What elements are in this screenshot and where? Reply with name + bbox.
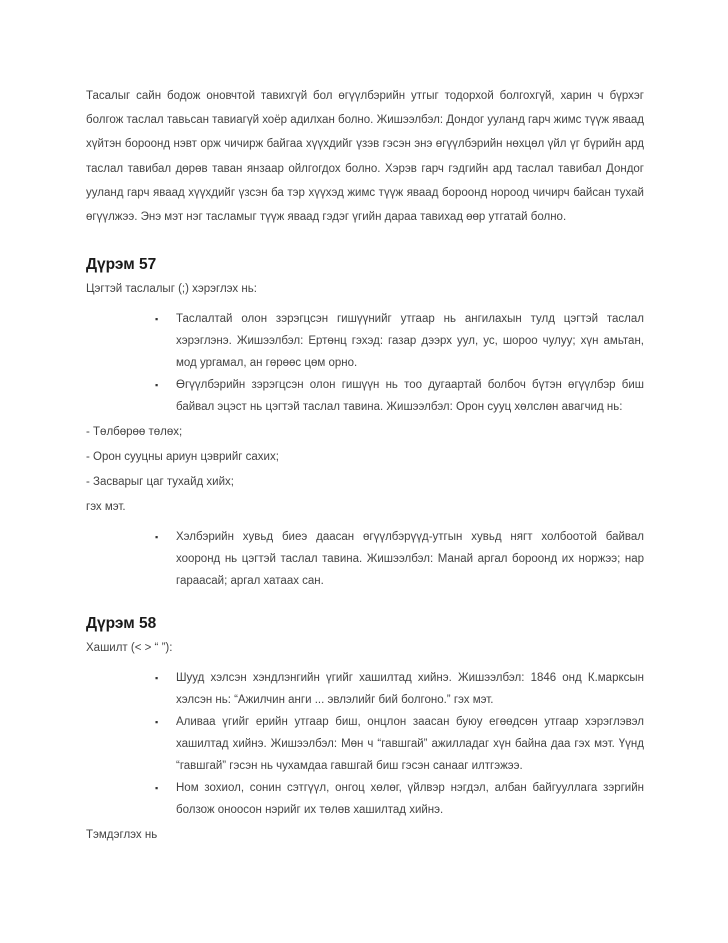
list-item xyxy=(86,667,644,711)
square-bullet-icon: ▪ xyxy=(155,380,159,391)
list-item xyxy=(86,526,644,592)
list-item xyxy=(86,777,644,821)
list-item-text: Шууд хэлсэн хэндлэнгийн үгийг хашилтад хийнэ. Жишээлбэл: 1846 онд К.марксын хэлсэн нь: “Ажилчин анги ... эвлэлийг бий болгоно.” гэх мэт. xyxy=(176,672,644,707)
example-line: - Төлбөрөө төлөх; xyxy=(86,426,183,439)
rule-57-heading: Дүрэм 57 xyxy=(86,256,157,274)
list-item-text: Таслалтай олон зэрэгцсэн гишүүнийг утгаар нь ангилахын тулд цэгтэй таслал хэрэглэнэ. Жишээлбэл: Ертөнц гэхэд: газар дээрх уул, ус, шороо чулуу; хүн амьтан, мод ургамал, ан гөрөөс цөм орно. xyxy=(176,313,644,370)
example-line: - Орон сууцны ариун цэврийг сахих; xyxy=(86,451,279,464)
list-item-text: Ном зохиол, сонин сэтгүүл, онгоц хөлөг, үйлвэр нэгдэл, албан байгууллага зэргийн болзож оноосон нэрийг их төлөв хашилтад хийнэ. xyxy=(176,782,644,817)
rule-58-subtitle: Хашилт (< > “ ”): xyxy=(86,642,173,655)
square-bullet-icon: ▪ xyxy=(155,783,159,794)
rule-58-bullet-list xyxy=(86,667,644,821)
document-body xyxy=(86,84,644,848)
rule-57-bullet-list xyxy=(86,308,644,418)
list-item xyxy=(86,711,644,777)
example-line: - Засварыг цаг тухайд хийх; xyxy=(86,476,234,489)
square-bullet-icon: ▪ xyxy=(155,532,159,543)
rule-57-subtitle: Цэгтэй таслалыг (;) хэрэглэх нь: xyxy=(86,283,257,296)
intro-paragraph: Тасалыг сайн бодож оновчтой тавихгүй бол өгүүлбэрийн утгыг тодорхой болгохгүй, харин ч бүрхэг болгож таслал тавьсан тавиагүй хоёр адилхан болно. Жишээлбэл: Дондог ууланд гарч жимс түүж яваад хүйтэн бороонд нэвт орж чичирж байгаа хүүхдийг үзэв гэсэн энэ өгүүлбэрийн нөхцөл үйл үг бүрийн ард таслал тавибал дөрөв таван янзаар ойлгогдох болно. Хэрэв гарч гэдгийн ард таслал тавибал Дондог ууланд гарч яваад хүүхдийг үзсэн ба тэр хүүхэд жимс түүж яваад бороонд нороод чичирч байсан тухай өгүүлжээ. Энэ мэт нэг тасламыг түүж яваад гэдэг үгийн дараа тавихад өөр утгатай болно. xyxy=(86,90,644,224)
square-bullet-icon: ▪ xyxy=(155,314,159,325)
square-bullet-icon: ▪ xyxy=(155,717,159,728)
example-line: гэх мэт. xyxy=(86,501,126,514)
trailing-note: Тэмдэглэх нь xyxy=(86,829,158,842)
list-item-text: Аливаа үгийг ерийн утгаар биш, онцлон заасан буюу егөөдсөн утгаар хэрэглэвэл хашилтад хийнэ. Жишээлбэл: Мөн ч “гавшгай” ажилладаг хүн байна даа гэх мэт. Үүнд “гавшгай” гэсэн нь чухамдаа гавшгай биш гэсэн санааг илтгэжээ. xyxy=(176,716,644,773)
list-item xyxy=(86,374,644,418)
list-item-text: Өгүүлбэрийн зэрэгцсэн олон гишүүн нь тоо дугаартай болбоч бүтэн өгүүлбэр биш байвал эцэст нь цэгтэй таслал тавина. Жишээлбэл: Орон сууц хөлслөн авагчид нь: xyxy=(176,379,644,414)
square-bullet-icon: ▪ xyxy=(155,673,159,684)
list-item xyxy=(86,308,644,374)
rule-57-bullet-list-2 xyxy=(86,526,644,592)
rule-58-heading: Дүрэм 58 xyxy=(86,615,157,633)
list-item-text: Хэлбэрийн хувьд биеэ даасан өгүүлбэрүүд-утгын хувьд нягт холбоотой байвал хооронд нь цэгтэй таслал тавина. Жишээлбэл: Манай аргал бороонд их норжээ; нар гараасай; аргал хатаах сан. xyxy=(176,531,644,588)
